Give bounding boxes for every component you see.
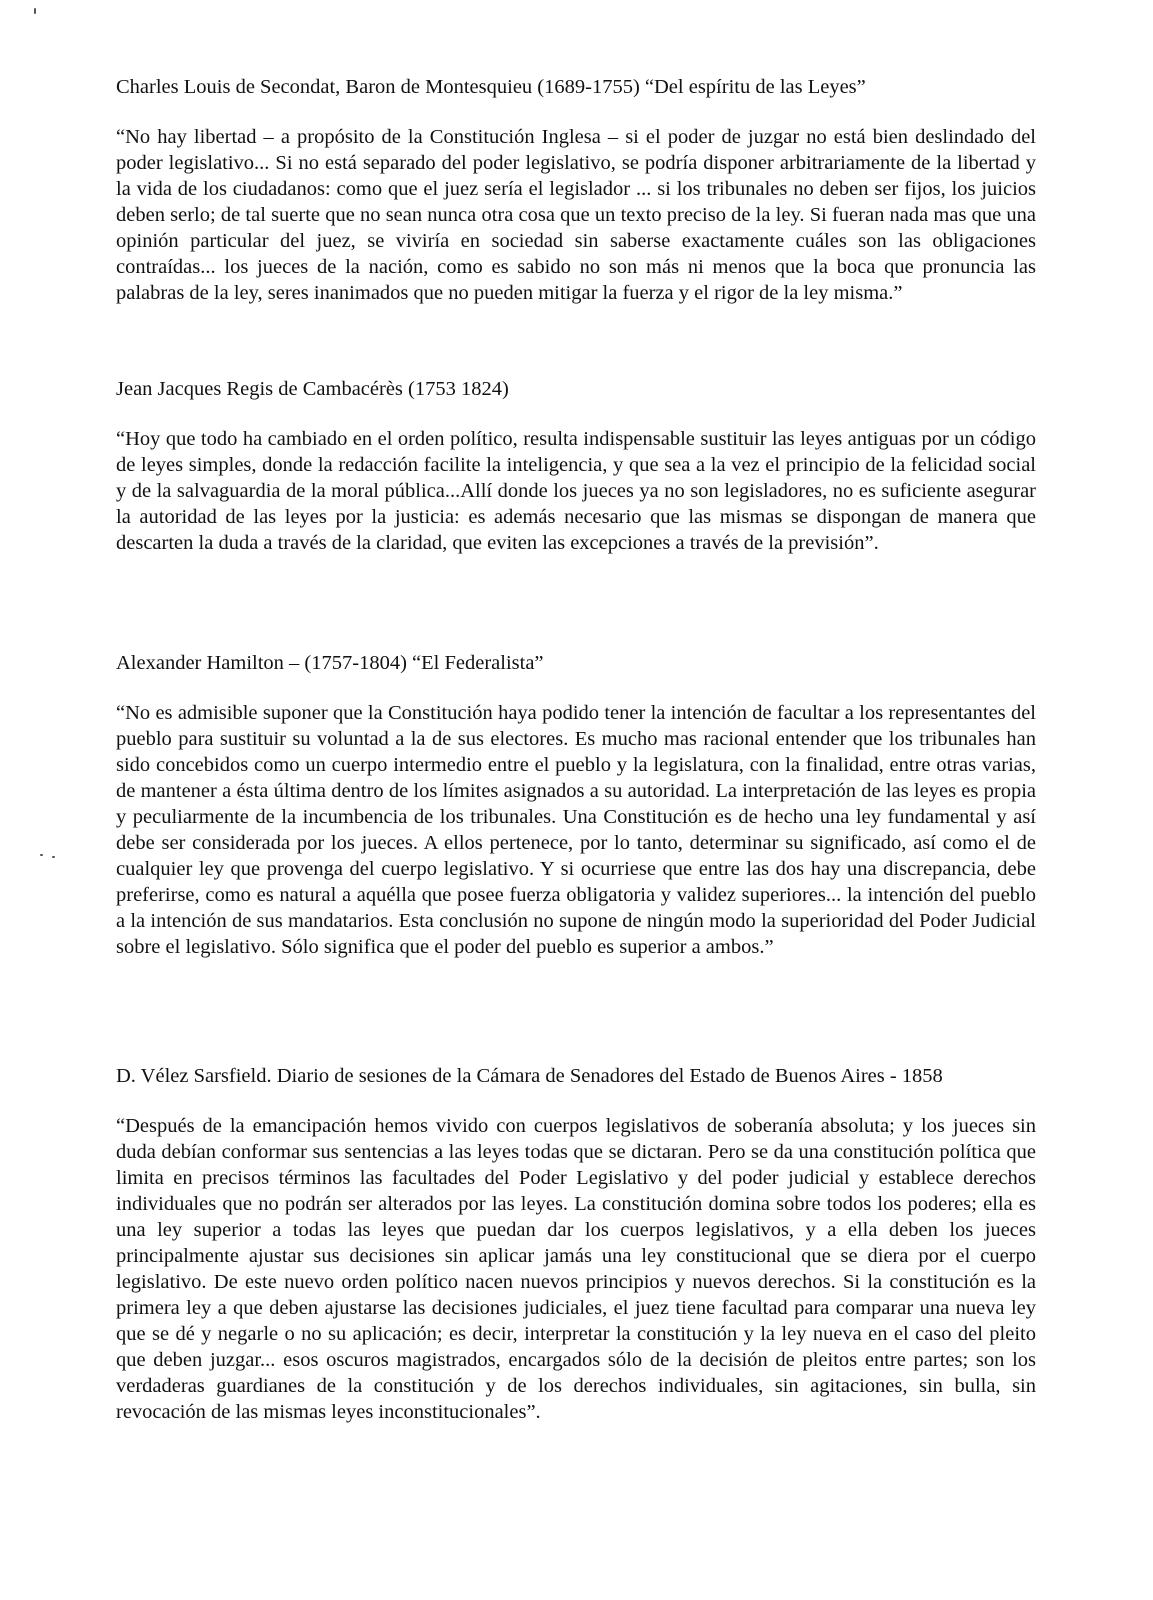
scan-speck — [34, 8, 36, 14]
section-quote: “No es admisible suponer que la Constitución haya podido tener la intención de facultar a los representantes del pueblo para sustituir su voluntad a la de sus electores. Es mucho mas racional entender que los tribunales han sido concebidos como un cuerpo intermedio entre el pueblo y la legislatura, con la finalidad, entre otras varias, de mantener a ésta última dentro de los límites asignados a su autoridad. La interpretación de las leyes es propia y peculiarmente de la incumbencia de los tribunales. Una Constitución es de hecho una ley fundamental y así debe ser considerada por los jueces. A ellos pertenece, por lo tanto, determinar su significado, así como el de cualquier ley que provenga del cuerpo legislativo. Y si ocurriese que entre las dos hay una discrepancia, debe preferirse, como es natural a aquélla que posee fuerza obligatoria y validez superiores... la intención del pueblo a la intención de sus mandatarios. Esta conclusión no supone de ningún modo la superioridad del Poder Judicial sobre el legislativo. Sólo significa que el poder del pueblo es superior a ambos.” — [116, 702, 1036, 958]
section-quote: “No hay libertad – a propósito de la Constitución Inglesa – si el poder de juzgar no está bien deslindado del poder legislativo... Si no está separado del poder legislativo, se podría disponer arbitrariamente de la libertad y la vida de los ciudadanos: como que el juez sería el legislador ... si los tribunales no deben ser fijos, los juicios deben serlo; de tal suerte que no sean nunca otra cosa que un texto preciso de la ley. Si fueran nada mas que una opinión particular del juez, se viviría en sociedad sin saberse exactamente cuáles son las obligaciones contraídas... los jueces de la nación, como es sabido no son más ni menos que la boca que pronuncia las palabras de la ley, seres inanimados que no pueden mitigar la fuerza y el rigor de la ley misma.” — [116, 126, 1036, 304]
section-heading: Jean Jacques Regis de Cambacérès (1753 1824) — [116, 378, 509, 400]
section-heading: Charles Louis de Secondat, Baron de Montesquieu (1689-1755) “Del espíritu de las Leyes” — [116, 76, 866, 98]
section-quote: “Después de la emancipación hemos vivido con cuerpos legislativos de soberanía absoluta; y los jueces sin duda debían conformar sus sentencias a las leyes todas que se dictaran. Pero se da una constitución política que limita en precisos términos las facultades del Poder Legislativo y del poder judicial y establece derechos individuales que no podrán ser alterados por las leyes. La constitución domina sobre todos los poderes; ella es una ley superior a todas las leyes que puedan dar los cuerpos legislativos, y a ella deben los jueces principalmente ajustar sus decisiones sin aplicar jamás una ley constitucional que se diera por el cuerpo legislativo. De este nuevo orden político nacen nuevos principios y nuevos derechos. Si la constitución es la primera ley a que deben ajustarse las decisiones judiciales, el juez tiene facultad para comparar una nueva ley que se dé y negarle o no su aplicación; es decir, interpretar la constitución y la ley nueva en el caso del pleito que deben juzgar... esos oscuros magistrados, encargados sólo de la decisión de pleitos entre partes; son los verdaderas guardianes de la constitución y de los derechos individuales, sin agitaciones, sin bulla, sin revocación de las mismas leyes inconstitucionales”. — [116, 1115, 1036, 1423]
scan-speck — [52, 856, 55, 858]
section-heading: Alexander Hamilton – (1757-1804) “El Federalista” — [116, 652, 544, 674]
section-velez-sarsfield — [116, 1063, 1036, 1425]
section-montesquieu — [116, 74, 1036, 306]
section-quote: “Hoy que todo ha cambiado en el orden político, resulta indispensable sustituir las leyes antiguas por un código de leyes simples, donde la redacción facilite la inteligencia, y que sea a la vez el principio de la felicidad social y de la salvaguardia de la moral pública...Allí donde los jueces ya no son legisladores, no es suficiente asegurar la autoridad de las leyes por la justicia: es además necesario que las mismas se dispongan de manera que descarten la duda a través de la claridad, que eviten las excepciones a través de la previsión”. — [116, 428, 1036, 554]
section-heading: D. Vélez Sarsfield. Diario de sesiones de la Cámara de Senadores del Estado de Buenos Aires - 1858 — [116, 1065, 943, 1087]
section-hamilton — [116, 650, 1036, 960]
scan-speck — [40, 854, 43, 856]
section-cambaceres — [116, 376, 1036, 556]
